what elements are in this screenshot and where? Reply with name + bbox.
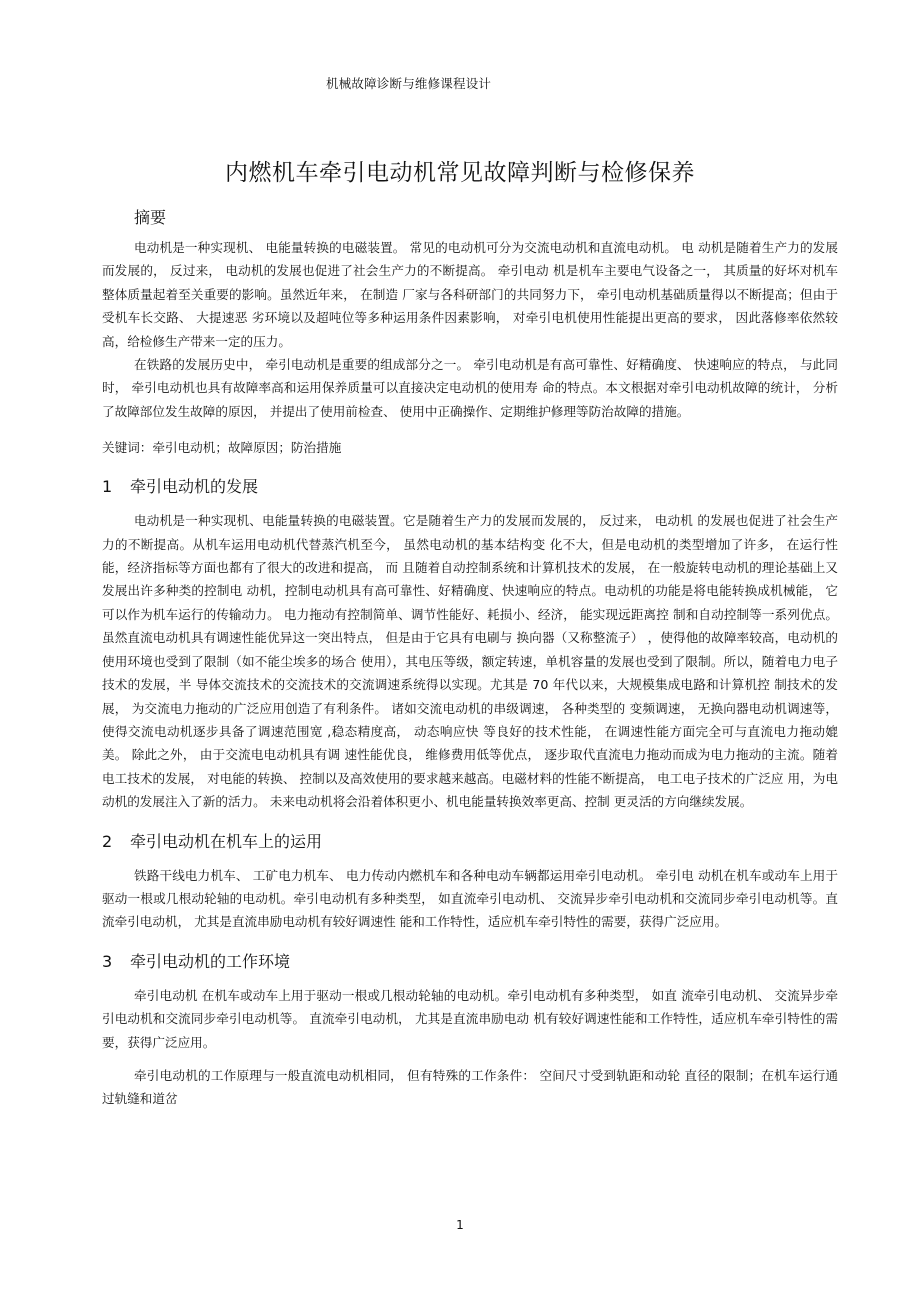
- section-paragraph: 牵引电动机 在机车或动车上用于驱动一根或几根动轮轴的电动机。牵引电动机有多种类型， 如直 流牵引电动机、 交流异步牵引电动机和交流同步牵引电动机等。 直流牵引电动机， 尤其是直流串励电动 机有较好调速性能和工作特性，适应机车牵引特性的需要，获得广泛应用。: [102, 987, 838, 1050]
- document-title: 内燃机车牵引电动机常见故障判断与检修保养: [225, 160, 695, 186]
- section-paragraph: 牵引电动机的工作原理与一般直流电动机相同， 但有特殊的工作条件： 空间尺寸受到轨距和动轮 直径的限制；在机车运行通过轨缝和道岔: [102, 1067, 838, 1107]
- section-title: 牵引电动机在机车上的运用: [130, 831, 323, 851]
- section-heading-1: [102, 475, 838, 499]
- section-number: 3: [102, 951, 113, 971]
- section-title: 牵引电动机的发展: [130, 477, 259, 497]
- section-paragraph: 电动机是一种实现机、电能量转换的电磁装置。它是随着生产力的发展而发展的， 反过来， 电动机 的发展也促进了社会生产力的不断提高。从机车运用电动机代替蒸汽机至今， 虽然电动机的基本结构变 化不大，但是电动机的类型增加了许多， 在运行性能，经济指标等方面也都有了很大的改进和提高， 而 且随着自动控制系统和计算机技术的发展， 在一般旋转电动机的理论基础上又发展出许多种类的控制电 动机，控制电动机具有高可靠性、好精确度、快速响应的特点。电动机的功能是将电能转换成机械能， 它可以作为机车运行的传输动力。 电力拖动有控制简单、调节性能好、耗损小、经济， 能实现远距离控 制和自动控制等一系列优点。 虽然直流电动机具有调速性能优异这一突出特点， 但是由于它具有电刷与 换向器（又称整流子） ，使得他的故障率较高，电动机的使用环境也受到了限制（如不能尘埃多的场合 使用），其电压等级，额定转速，单机容量的发展也受到了限制。所以，随着电力电子技术的发展，半 导体交流技术的交流技术的交流调速系统得以实现。尤其是 70 年代以来，大规模集成电路和计算机控 制技术的发展， 为交流电力拖动的广泛应用创造了有利条件。 诸如交流电动机的串级调速， 各种类型的 变频调速， 无换向器电动机调速等， 使得交流电动机逐步具备了调速范围宽 ,稳态精度高， 动态响应快 等良好的技术性能， 在调速性能方面完全可与直流电力拖动媲美。 除此之外， 由于交流电电动机具有调 速性能优良， 维修费用低等优点， 逐步取代直流电力拖动而成为电力拖动的主流。随着电工技术的发展， 对电能的转换、 控制以及高效使用的要求越来越高。电磁材料的性能不断提高， 电工电子技术的广泛应 用，为电动机的发展注入了新的活力。 未来电动机将会沿着体积更小、机电能量转换效率更高、控制 更灵活的方向继续发展。: [102, 513, 838, 810]
- section-heading-2: [102, 830, 838, 854]
- page-number: 1: [456, 1218, 464, 1232]
- section-number: 2: [102, 831, 113, 851]
- section-paragraph: 铁路干线电力机车、 工矿电力机车、 电力传动内燃机车和各种电动车辆都运用牵引电动机。 牵引电 动机在机车或动车上用于驱动一根或几根动轮轴的电动机。牵引电动机有多种类型， 如直流牵引电动机、 交流异步牵引电动机和交流同步牵引电动机等。直流牵引电动机， 尤其是直流串励电动机有较好调速性 能和工作特性，适应机车牵引特性的需要，获得广泛应用。: [102, 867, 838, 930]
- abstract-paragraph: 电动机是一种实现机、 电能量转换的电磁装置。 常见的电动机可分为交流电动机和直流电动机。 电 动机是随着生产力的发展而发展的， 反过来， 电动机的发展也促进了社会生产力的不断提高。 牵引电动 机是机车主要电气设备之一， 其质量的好坏对机车整体质量起着至关重要的影响。虽然近年来， 在制造 厂家与各科研部门的共同努力下， 牵引电动机基础质量得以不断提高；但由于受机车长交路、 大提速恶 劣环境以及超吨位等多种运用条件因素影响， 对牵引电机使用性能提出更高的要求， 因此落修率依然较 高，给检修生产带来一定的压力。: [102, 240, 838, 349]
- running-header: 机械故障诊断与维修课程设计: [326, 76, 492, 91]
- section-title: 牵引电动机的工作环境: [130, 951, 291, 971]
- section-heading-3: [102, 950, 838, 974]
- keywords: 关键词：牵引电动机；故障原因；防治措施: [102, 440, 342, 456]
- section-number: 1: [102, 477, 113, 497]
- abstract-heading: 摘要: [134, 208, 167, 227]
- document-body: [102, 206, 838, 1111]
- abstract-paragraph: 在铁路的发展历史中， 牵引电动机是重要的组成部分之一。 牵引电动机是有高可靠性、好精确度、 快速响应的特点， 与此同时， 牵引电动机也具有故障率高和运用保养质量可以直接决定电动机的使用寿 命的特点。本文根据对牵引电动机故障的统计， 分析了故障部位发生故障的原因， 并提出了使用前检查、 使用中正确操作、定期维护修理等防治故障的措施。: [102, 357, 838, 419]
